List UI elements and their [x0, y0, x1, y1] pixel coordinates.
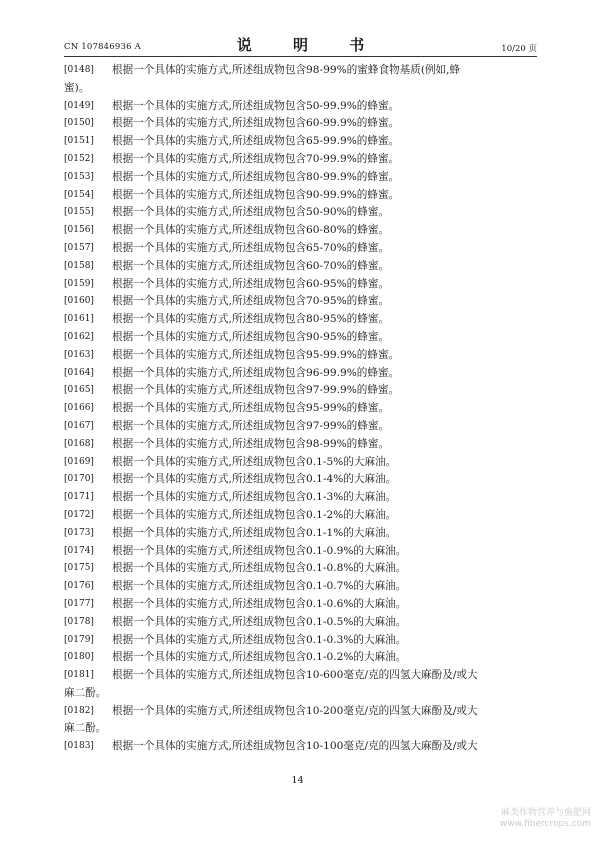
paragraph-text: 根据一个具体的实施方式,所述组成物包含50-99.9%的蜂蜜。 — [112, 99, 400, 112]
paragraph-line — [64, 471, 537, 489]
page-count: 10/20 页 — [501, 44, 537, 54]
paragraph-line — [64, 560, 537, 578]
paragraph-number: [0174] — [64, 545, 94, 556]
paragraph-number: [0154] — [64, 189, 94, 200]
paragraph-line — [64, 365, 537, 383]
paragraph-number: [0162] — [64, 331, 94, 342]
paragraph-number: [0149] — [64, 100, 94, 111]
paragraph-number: [0164] — [64, 367, 94, 378]
paragraph — [64, 382, 537, 400]
paragraph-text: 根据一个具体的实施方式,所述组成物包含0.1-1%的大麻油。 — [112, 526, 397, 539]
paragraph-text: 根据一个具体的实施方式,所述组成物包含90-99.9%的蜂蜜。 — [112, 188, 400, 201]
paragraph-text: 蜜)。 — [64, 81, 90, 94]
paragraph-text: 根据一个具体的实施方式,所述组成物包含0.1-0.7%的大麻油。 — [112, 580, 407, 593]
paragraph-line — [64, 98, 537, 116]
paragraph-number: [0153] — [64, 171, 94, 182]
paragraph-text: 麻二酚。 — [64, 722, 107, 735]
document-number: CN 107846936 A — [64, 42, 141, 52]
paragraph-number: [0163] — [64, 349, 94, 360]
page-number: 14 — [291, 775, 304, 786]
paragraph — [64, 543, 537, 561]
paragraph-text: 麻二酚。 — [64, 686, 107, 699]
paragraph — [64, 151, 537, 169]
paragraph-text: 根据一个具体的实施方式,所述组成物包含50-90%的蜂蜜。 — [112, 206, 390, 219]
paragraph — [64, 115, 537, 133]
paragraph-number: [0167] — [64, 420, 94, 431]
paragraph-line — [64, 62, 537, 80]
paragraph-text: 根据一个具体的实施方式,所述组成物包含0.1-0.3%的大麻油。 — [112, 633, 407, 646]
paragraph-text: 根据一个具体的实施方式,所述组成物包含60-95%的蜂蜜。 — [112, 277, 390, 290]
paragraph-number: [0172] — [64, 509, 94, 520]
paragraph — [64, 436, 537, 454]
paragraph-text: 根据一个具体的实施方式,所述组成物包含70-99.9%的蜂蜜。 — [112, 152, 400, 165]
paragraph-number: [0166] — [64, 403, 94, 414]
paragraph-text: 根据一个具体的实施方式,所述组成物包含96-99.9%的蜂蜜。 — [112, 366, 400, 379]
paragraph — [64, 489, 537, 507]
paragraph-number: [0181] — [64, 670, 94, 681]
paragraph-line — [64, 703, 537, 721]
paragraph-line — [64, 222, 537, 240]
paragraph — [64, 276, 537, 294]
paragraph-line — [64, 418, 537, 436]
paragraph — [64, 614, 537, 632]
paragraph-text: 根据一个具体的实施方式,所述组成物包含0.1-2%的大麻油。 — [112, 508, 397, 521]
paragraph-text: 根据一个具体的实施方式,所述组成物包含0.1-5%的大麻油。 — [112, 455, 397, 468]
paragraph-number: [0171] — [64, 492, 94, 503]
paragraph-number: [0178] — [64, 616, 94, 627]
paragraph — [64, 204, 537, 222]
paragraph-text: 根据一个具体的实施方式,所述组成物包含60-80%的蜂蜜。 — [112, 224, 390, 237]
document-body — [64, 62, 537, 756]
paragraph-line — [64, 400, 537, 418]
paragraph-line — [64, 240, 537, 258]
paragraph-number: [0158] — [64, 260, 94, 271]
paragraph-text: 根据一个具体的实施方式,所述组成物包含90-95%的蜂蜜。 — [112, 330, 390, 343]
paragraph — [64, 454, 537, 472]
paragraph-continuation — [64, 720, 537, 738]
paragraph — [64, 347, 537, 365]
paragraph-line — [64, 187, 537, 205]
paragraph-line — [64, 489, 537, 507]
paragraph-number: [0152] — [64, 153, 94, 164]
paragraph-line — [64, 329, 537, 347]
paragraph-number: [0150] — [64, 118, 94, 129]
paragraph-line — [64, 596, 537, 614]
paragraph-text: 根据一个具体的实施方式,所述组成物包含60-70%的蜂蜜。 — [112, 259, 390, 272]
paragraph — [64, 400, 537, 418]
paragraph-line — [64, 115, 537, 133]
paragraph — [64, 240, 537, 258]
paragraph-line — [64, 436, 537, 454]
paragraph — [64, 187, 537, 205]
paragraph — [64, 738, 537, 756]
paragraph-text: 根据一个具体的实施方式,所述组成物包含98-99%的蜂蜜。 — [112, 437, 390, 450]
paragraph — [64, 596, 537, 614]
paragraph — [64, 525, 537, 543]
paragraph — [64, 632, 537, 650]
paragraph — [64, 169, 537, 187]
paragraph-line — [64, 382, 537, 400]
paragraph-text: 根据一个具体的实施方式,所述组成物包含97-99.9%的蜂蜜。 — [112, 384, 400, 397]
paragraph-number: [0155] — [64, 207, 94, 218]
paragraph — [64, 98, 537, 116]
paragraph-line — [64, 578, 537, 596]
paragraph-line — [64, 151, 537, 169]
paragraph-continuation — [64, 685, 537, 703]
paragraph-line — [64, 347, 537, 365]
paragraph-number: [0156] — [64, 225, 94, 236]
paragraph-number: [0173] — [64, 527, 94, 538]
paragraph-text: 根据一个具体的实施方式,所述组成物包含10-600毫克/克的四氢大麻酚及/或大 — [112, 669, 478, 682]
paragraph — [64, 62, 537, 98]
paragraph — [64, 560, 537, 578]
paragraph — [64, 667, 537, 703]
paragraph — [64, 507, 537, 525]
paragraph — [64, 311, 537, 329]
paragraph-text: 根据一个具体的实施方式,所述组成物包含95-99.9%的蜂蜜。 — [112, 348, 400, 361]
paragraph — [64, 293, 537, 311]
paragraph-line — [64, 454, 537, 472]
paragraph — [64, 578, 537, 596]
paragraph-text: 根据一个具体的实施方式,所述组成物包含10-100毫克/克的四氢大麻酚及/或大 — [112, 740, 478, 753]
paragraph-text: 根据一个具体的实施方式,所述组成物包含0.1-0.9%的大麻油。 — [112, 544, 407, 557]
paragraph-line — [64, 649, 537, 667]
paragraph-text: 根据一个具体的实施方式,所述组成物包含97-99%的蜂蜜。 — [112, 419, 390, 432]
paragraph-line — [64, 507, 537, 525]
paragraph-text: 根据一个具体的实施方式,所述组成物包含98-99%的蜜蜂食物基质(例如,蜂 — [112, 64, 461, 76]
paragraph-text: 根据一个具体的实施方式,所述组成物包含60-99.9%的蜂蜜。 — [112, 117, 400, 130]
page-header — [64, 34, 537, 56]
paragraph-number: [0157] — [64, 242, 94, 253]
paragraph-number: [0180] — [64, 652, 94, 663]
paragraph-text: 根据一个具体的实施方式,所述组成物包含0.1-0.5%的大麻油。 — [112, 615, 407, 628]
watermark — [461, 808, 591, 830]
paragraph-number: [0160] — [64, 296, 94, 307]
paragraph — [64, 258, 537, 276]
paragraph-number: [0151] — [64, 136, 94, 147]
paragraph — [64, 133, 537, 151]
paragraph-text: 根据一个具体的实施方式,所述组成物包含80-95%的蜂蜜。 — [112, 313, 390, 326]
paragraph-number: [0179] — [64, 634, 94, 645]
watermark-line1: 麻类作物营养与施肥网 — [500, 808, 591, 818]
paragraph — [64, 329, 537, 347]
paragraph-number: [0148] — [64, 65, 94, 75]
paragraph-line — [64, 614, 537, 632]
paragraph — [64, 703, 537, 739]
paragraph-line — [64, 258, 537, 276]
paragraph-line — [64, 632, 537, 650]
paragraph-text: 根据一个具体的实施方式,所述组成物包含70-95%的蜂蜜。 — [112, 295, 390, 308]
watermark-line2: www.fibercrops.com — [500, 819, 591, 829]
paragraph-continuation — [64, 80, 537, 98]
paragraph-line — [64, 169, 537, 187]
paragraph-text: 根据一个具体的实施方式,所述组成物包含65-99.9%的蜂蜜。 — [112, 135, 400, 148]
paragraph-text: 根据一个具体的实施方式,所述组成物包含10-200毫克/克的四氢大麻酚及/或大 — [112, 704, 478, 717]
paragraph — [64, 471, 537, 489]
paragraph — [64, 649, 537, 667]
paragraph-text: 根据一个具体的实施方式,所述组成物包含0.1-4%的大麻油。 — [112, 473, 397, 486]
paragraph-text: 根据一个具体的实施方式,所述组成物包含0.1-0.2%的大麻油。 — [112, 651, 407, 664]
paragraph-line — [64, 311, 537, 329]
paragraph-number: [0165] — [64, 385, 94, 396]
paragraph-line — [64, 525, 537, 543]
paragraph-text: 根据一个具体的实施方式,所述组成物包含80-99.9%的蜂蜜。 — [112, 170, 400, 183]
paragraph-number: [0169] — [64, 456, 94, 467]
paragraph-number: [0183] — [64, 741, 94, 752]
paragraph-number: [0170] — [64, 474, 94, 485]
paragraph-line — [64, 738, 537, 756]
paragraph-number: [0175] — [64, 563, 94, 574]
paragraph-line — [64, 133, 537, 151]
paragraph-number: [0161] — [64, 314, 94, 325]
paragraph — [64, 418, 537, 436]
paragraph-line — [64, 276, 537, 294]
paragraph-line — [64, 293, 537, 311]
paragraph-text: 根据一个具体的实施方式,所述组成物包含0.1-3%的大麻油。 — [112, 491, 397, 504]
paragraph-line — [64, 204, 537, 222]
paragraph-line — [64, 667, 537, 685]
paragraph-line — [64, 543, 537, 561]
header-rule — [64, 56, 537, 57]
paragraph-number: [0159] — [64, 278, 94, 289]
paragraph — [64, 222, 537, 240]
paragraph-number: [0177] — [64, 598, 94, 609]
paragraph-text: 根据一个具体的实施方式,所述组成物包含65-70%的蜂蜜。 — [112, 241, 390, 254]
paragraph-text: 根据一个具体的实施方式,所述组成物包含0.1-0.8%的大麻油。 — [112, 562, 407, 575]
paragraph-text: 根据一个具体的实施方式,所述组成物包含95-99%的蜂蜜。 — [112, 402, 390, 415]
paragraph-number: [0168] — [64, 438, 94, 449]
paragraph-text: 根据一个具体的实施方式,所述组成物包含0.1-0.6%的大麻油。 — [112, 597, 407, 610]
paragraph-number: [0176] — [64, 581, 94, 592]
paragraph — [64, 365, 537, 383]
paragraph-number: [0182] — [64, 705, 94, 716]
page-title: 说 明 书 — [236, 36, 383, 54]
